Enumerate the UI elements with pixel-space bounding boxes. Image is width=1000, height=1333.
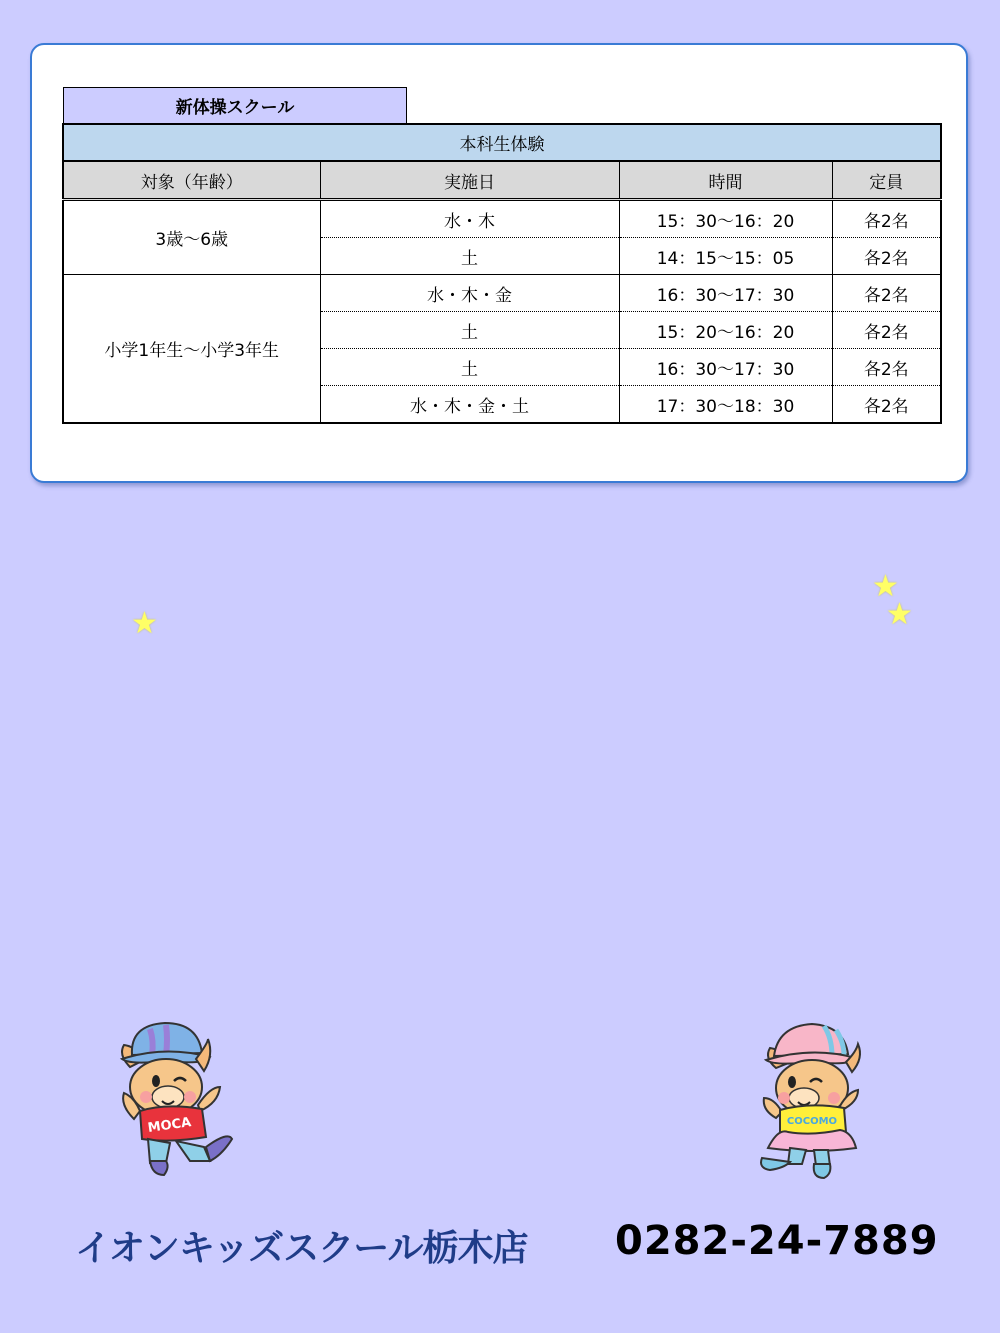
store-name: イオンキッズスクール栃木店 — [75, 1228, 528, 1269]
target-cell: 3歳～6歳 — [63, 200, 320, 275]
capacity-cell: 各2名 — [832, 200, 941, 238]
cocomo-mascot — [748, 1018, 878, 1188]
schedule-table — [62, 123, 942, 424]
table-title-row — [63, 124, 941, 161]
header-target: 対象（年齢） — [63, 161, 320, 200]
days-cell: 土 — [320, 312, 619, 349]
table-row — [63, 275, 941, 312]
table-header-row — [63, 161, 941, 200]
time-cell: 14：15～15：05 — [619, 238, 832, 275]
header-days: 実施日 — [320, 161, 619, 200]
time-cell: 17：30～18：30 — [619, 386, 832, 424]
time-cell: 15：30～16：20 — [619, 200, 832, 238]
star-icon: ★ — [131, 606, 158, 641]
target-cell: 小学1年生～小学3年生 — [63, 275, 320, 424]
days-cell: 土 — [320, 349, 619, 386]
capacity-cell: 各2名 — [832, 275, 941, 312]
moca-shirt-text: MOCA — [146, 1115, 193, 1136]
time-cell: 16：30～17：30 — [619, 349, 832, 386]
school-tab-label: 新体操スクール — [63, 87, 407, 123]
time-cell: 15：20～16：20 — [619, 312, 832, 349]
header-time: 時間 — [619, 161, 832, 200]
capacity-cell: 各2名 — [832, 386, 941, 424]
capacity-cell: 各2名 — [832, 238, 941, 275]
capacity-cell: 各2名 — [832, 312, 941, 349]
cocomo-shirt-text: COCOMO — [786, 1116, 838, 1127]
header-capacity: 定員 — [832, 161, 941, 200]
days-cell: 水・木 — [320, 200, 619, 238]
star-icon: ★ — [872, 569, 899, 604]
table-title: 本科生体験 — [63, 124, 941, 161]
days-cell: 水・木・金 — [320, 275, 619, 312]
moca-mascot — [110, 1015, 240, 1185]
time-cell: 16：30～17：30 — [619, 275, 832, 312]
star-icon: ★ — [886, 597, 913, 632]
days-cell: 水・木・金・土 — [320, 386, 619, 424]
store-phone[interactable]: 0282-24-7889 — [615, 1218, 939, 1264]
schedule-card — [30, 43, 968, 483]
capacity-cell: 各2名 — [832, 349, 941, 386]
days-cell: 土 — [320, 238, 619, 275]
table-row — [63, 200, 941, 238]
